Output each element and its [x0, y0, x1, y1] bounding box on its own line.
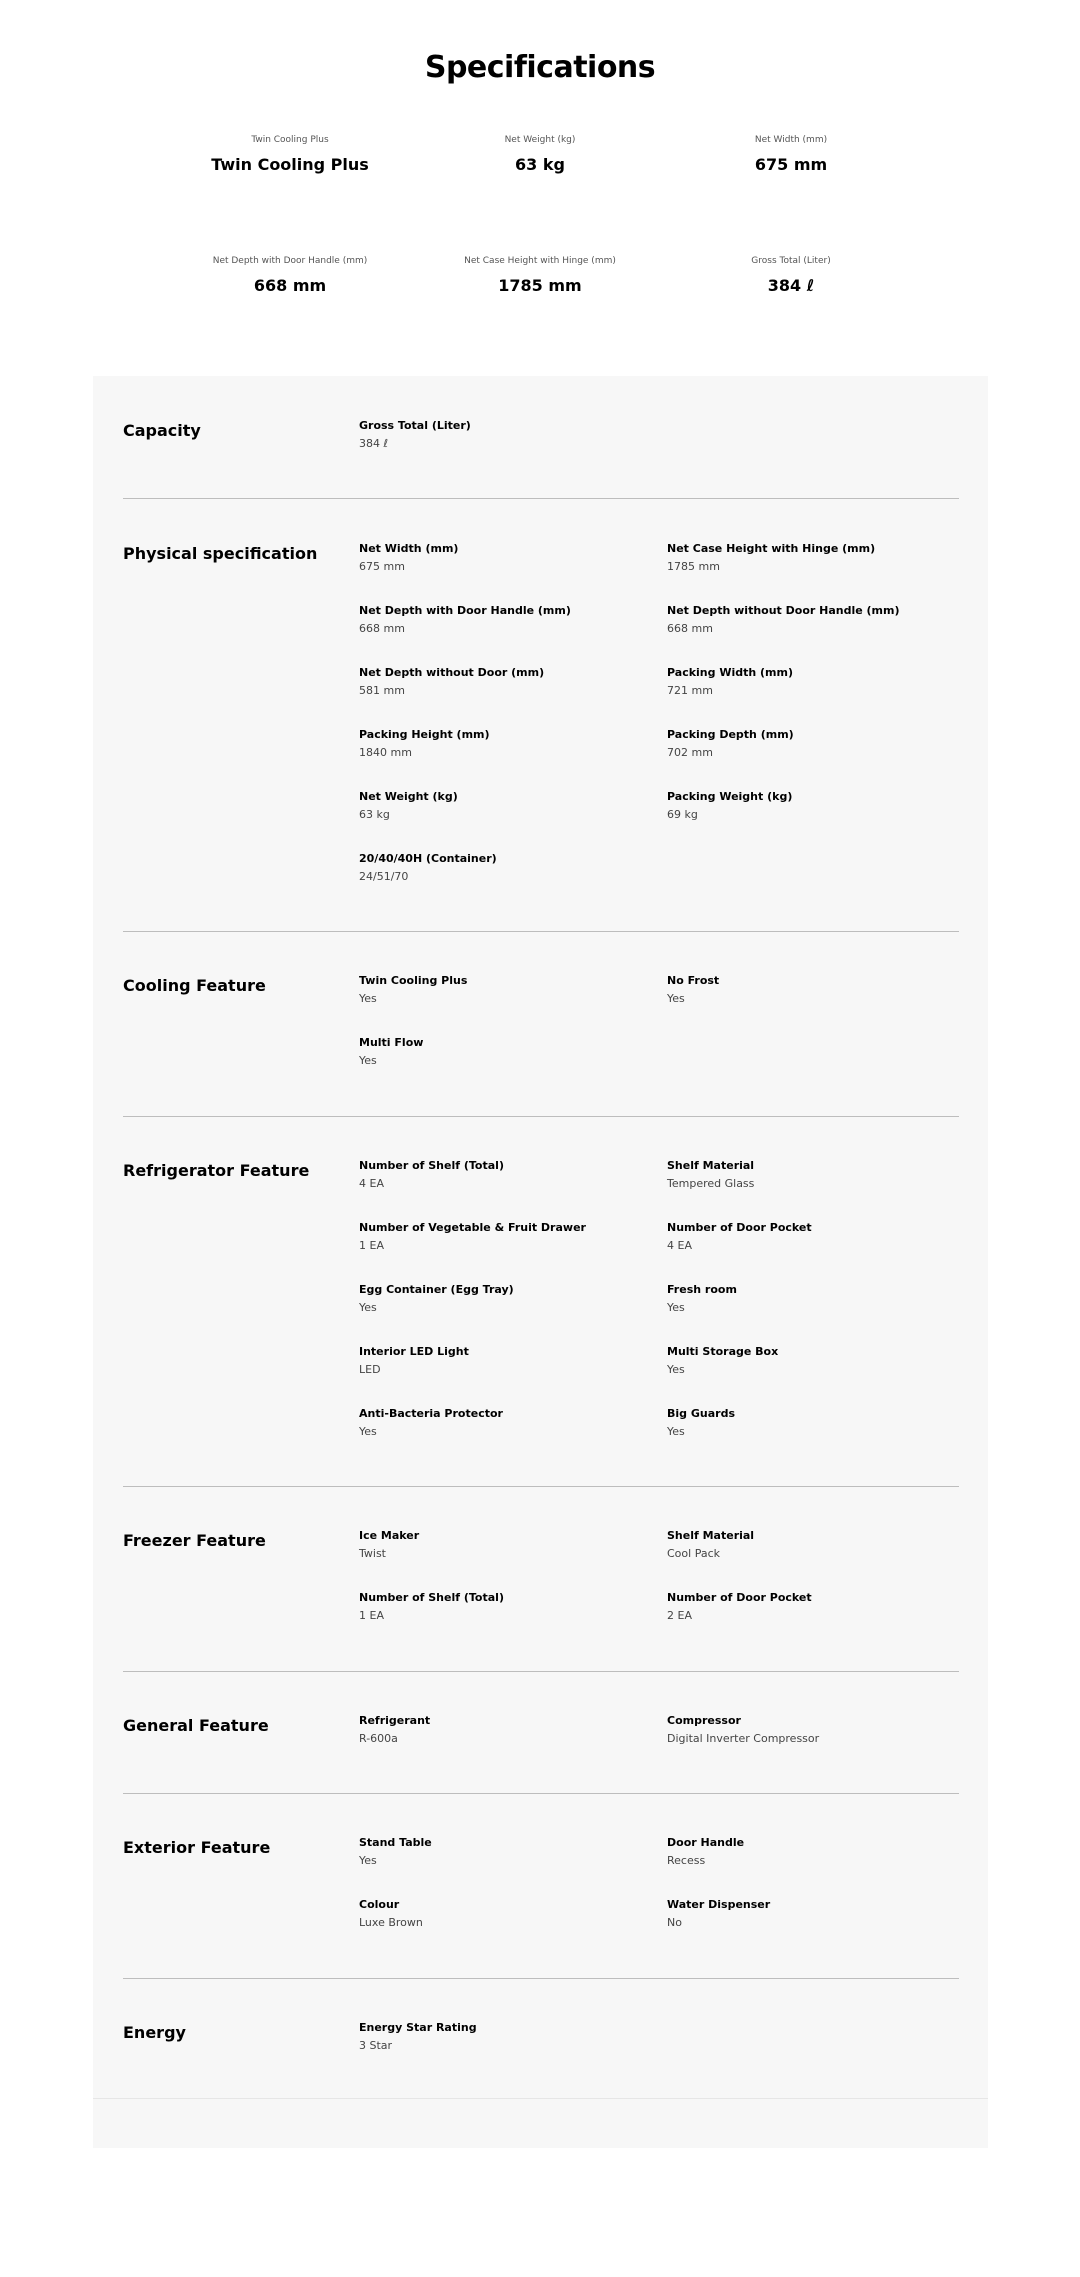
summary-item: [155, 255, 425, 297]
spec-value: 668 mm: [359, 622, 405, 635]
spec-name: Compressor: [667, 1714, 741, 1727]
spec-name: Energy Star Rating: [359, 2021, 477, 2034]
spec-item: [359, 790, 649, 822]
spec-item: [359, 1159, 649, 1191]
spec-item: [667, 1407, 957, 1439]
spec-item: [667, 790, 957, 822]
spec-name: Door Handle: [667, 1836, 745, 1849]
spec-item: [667, 604, 957, 636]
section-title: Capacity: [123, 421, 201, 440]
spec-name: Net Depth without Door Handle (mm): [667, 604, 900, 617]
summary-label: Gross Total (Liter): [751, 256, 831, 266]
spec-value: Yes: [359, 1425, 377, 1438]
section-divider: [123, 1978, 959, 1979]
section-title: Physical specification: [123, 544, 318, 563]
summary-item: [656, 255, 926, 297]
spec-item: [359, 1407, 649, 1439]
spec-value: 668 mm: [667, 622, 713, 635]
summary-value: 63 kg: [515, 155, 565, 174]
section-divider: [123, 1486, 959, 1487]
spec-item: [359, 1836, 649, 1868]
spec-name: Net Depth without Door (mm): [359, 666, 545, 679]
spec-name: Net Width (mm): [359, 542, 459, 555]
summary-value: 1785 mm: [498, 276, 582, 295]
spec-name: 20/40/40H (Container): [359, 852, 497, 865]
spec-item: [667, 1714, 957, 1746]
spec-name: Shelf Material: [667, 1529, 755, 1542]
spec-item: [667, 666, 957, 698]
spec-value: Yes: [667, 1425, 685, 1438]
spec-item: [667, 728, 957, 760]
summary-label: Net Weight (kg): [504, 135, 576, 145]
summary-value: Twin Cooling Plus: [211, 155, 369, 174]
spec-item: [667, 1529, 957, 1561]
spec-name: Packing Width (mm): [667, 666, 794, 679]
spec-name: Number of Door Pocket: [667, 1221, 812, 1234]
spec-item: [667, 1221, 957, 1253]
spec-value: 2 EA: [667, 1609, 692, 1622]
spec-value: Twist: [359, 1547, 386, 1560]
spec-item: [359, 1529, 649, 1561]
spec-value: 69 kg: [667, 808, 698, 821]
summary-label: Net Width (mm): [754, 135, 828, 145]
summary-label: Net Case Height with Hinge (mm): [464, 256, 616, 266]
section-divider: [123, 1116, 959, 1117]
spec-item: [667, 1898, 957, 1930]
spec-item: [359, 1283, 649, 1315]
specs-panel: [93, 376, 988, 2148]
section-divider: [123, 1793, 959, 1794]
spec-name: Packing Weight (kg): [667, 790, 793, 803]
spec-item: [359, 419, 649, 451]
spec-value: Yes: [359, 1054, 377, 1067]
spec-name: Ice Maker: [359, 1529, 420, 1542]
spec-value: 1840 mm: [359, 746, 412, 759]
spec-item: [667, 542, 957, 574]
spec-value: 4 EA: [667, 1239, 692, 1252]
spec-item: [667, 1159, 957, 1191]
spec-item: [359, 974, 649, 1006]
summary-value: 675 mm: [754, 155, 828, 174]
spec-name: Packing Height (mm): [359, 728, 490, 741]
spec-name: Number of Door Pocket: [667, 1591, 812, 1604]
spec-value: Yes: [667, 1301, 685, 1314]
spec-name: Stand Table: [359, 1836, 432, 1849]
panel-footer-divider: [93, 2098, 988, 2099]
spec-name: Colour: [359, 1898, 400, 1911]
spec-name: Interior LED Light: [359, 1345, 469, 1358]
spec-value: 1 EA: [359, 1239, 384, 1252]
spec-item: [359, 542, 649, 574]
spec-item: [359, 2021, 649, 2053]
summary-item: [405, 255, 675, 297]
spec-item: [359, 1898, 649, 1930]
spec-item: [667, 974, 957, 1006]
section-divider: [123, 1671, 959, 1672]
spec-value: 63 kg: [359, 808, 390, 821]
spec-name: Fresh room: [667, 1283, 737, 1296]
spec-value: 1785 mm: [667, 560, 720, 573]
spec-name: Twin Cooling Plus: [359, 974, 468, 987]
summary-label: Twin Cooling Plus: [251, 135, 329, 145]
spec-name: Number of Shelf (Total): [359, 1591, 504, 1604]
spec-item: [359, 1345, 649, 1377]
spec-item: [359, 1221, 649, 1253]
spec-value: 3 Star: [359, 2039, 393, 2052]
spec-name: Refrigerant: [359, 1714, 431, 1727]
spec-value: 721 mm: [667, 684, 713, 697]
spec-value: 1 EA: [359, 1609, 384, 1622]
spec-item: [359, 1036, 649, 1068]
spec-value: 24/51/70: [359, 870, 409, 883]
spec-name: Anti-Bacteria Protector: [359, 1407, 503, 1420]
spec-name: Gross Total (Liter): [359, 419, 471, 432]
section-divider: [123, 931, 959, 932]
spec-item: [359, 728, 649, 760]
section-divider: [123, 498, 959, 499]
spec-value: Yes: [359, 1854, 377, 1867]
spec-item: [359, 666, 649, 698]
section-title: General Feature: [123, 1716, 269, 1735]
spec-name: Packing Depth (mm): [667, 728, 794, 741]
spec-value: Yes: [667, 1363, 685, 1376]
spec-name: Number of Shelf (Total): [359, 1159, 504, 1172]
spec-value: 384 ℓ: [359, 437, 389, 450]
spec-item: [667, 1836, 957, 1868]
spec-item: [667, 1345, 957, 1377]
spec-value: R-600a: [359, 1732, 398, 1745]
spec-value: 702 mm: [667, 746, 713, 759]
page-title: Specifications: [424, 50, 656, 85]
spec-name: Egg Container (Egg Tray): [359, 1283, 514, 1296]
spec-name: Net Depth with Door Handle (mm): [359, 604, 571, 617]
spec-item: [359, 604, 649, 636]
spec-value: Yes: [667, 992, 685, 1005]
summary-item: [405, 134, 675, 176]
section-title: Refrigerator Feature: [123, 1161, 310, 1180]
spec-value: Digital Inverter Compressor: [667, 1732, 820, 1745]
spec-value: 675 mm: [359, 560, 405, 573]
spec-value: Luxe Brown: [359, 1916, 423, 1929]
summary-item: [656, 134, 926, 176]
spec-value: 581 mm: [359, 684, 405, 697]
spec-name: Number of Vegetable & Fruit Drawer: [359, 1221, 586, 1234]
section-title: Exterior Feature: [123, 1838, 271, 1857]
spec-value: Yes: [359, 992, 377, 1005]
spec-value: Tempered Glass: [667, 1177, 755, 1190]
spec-name: Big Guards: [667, 1407, 735, 1420]
summary-value: 384 ℓ: [767, 276, 815, 295]
spec-item: [667, 1591, 957, 1623]
spec-name: Shelf Material: [667, 1159, 755, 1172]
section-title: Freezer Feature: [123, 1531, 266, 1550]
spec-value: Cool Pack: [667, 1547, 720, 1560]
spec-name: Net Weight (kg): [359, 790, 458, 803]
spec-item: [667, 1283, 957, 1315]
spec-value: Recess: [667, 1854, 706, 1867]
summary-label: Net Depth with Door Handle (mm): [212, 256, 368, 266]
spec-name: Multi Storage Box: [667, 1345, 779, 1358]
summary-value: 668 mm: [253, 276, 327, 295]
summary-item: [155, 134, 425, 176]
spec-name: Net Case Height with Hinge (mm): [667, 542, 876, 555]
spec-value: No: [667, 1916, 682, 1929]
spec-item: [359, 1714, 649, 1746]
spec-item: [359, 852, 649, 884]
section-title: Cooling Feature: [123, 976, 266, 995]
section-title: Energy: [123, 2023, 186, 2042]
spec-name: Water Dispenser: [667, 1898, 771, 1911]
spec-name: Multi Flow: [359, 1036, 424, 1049]
spec-item: [359, 1591, 649, 1623]
spec-value: Yes: [359, 1301, 377, 1314]
spec-value: LED: [359, 1363, 381, 1376]
spec-name: No Frost: [667, 974, 720, 987]
spec-value: 4 EA: [359, 1177, 384, 1190]
